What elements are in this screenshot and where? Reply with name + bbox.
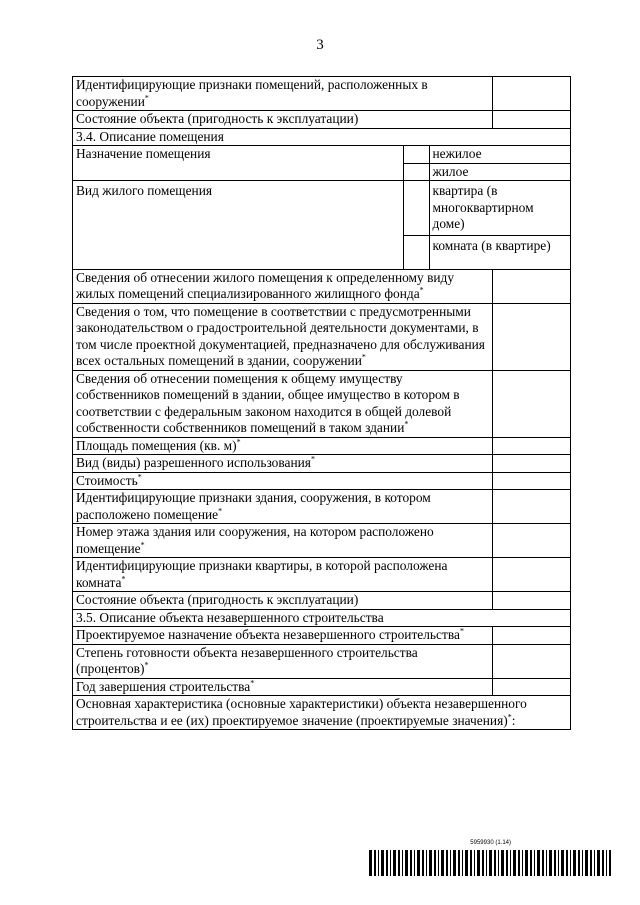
section-3-5-title: 3.5. Описание объекта незавершенного строительства bbox=[73, 609, 571, 627]
value-cell[interactable] bbox=[493, 524, 571, 558]
row-label: Площадь помещения (кв. м)* bbox=[73, 437, 493, 455]
option-nonresidential: нежилое bbox=[429, 146, 571, 163]
table-row bbox=[73, 524, 571, 558]
table-row bbox=[73, 455, 571, 473]
room-checkbox[interactable] bbox=[403, 235, 429, 269]
value-cell[interactable] bbox=[493, 455, 571, 473]
barcode-icon bbox=[369, 850, 611, 876]
option-apartment: квартира (в многоквартирном доме) bbox=[429, 181, 571, 235]
page-number: 3 bbox=[316, 37, 324, 53]
row-label: Номер этажа здания или сооружения, на котором расположено помещение* bbox=[73, 524, 493, 558]
barcode-label: 5959930 (1.14) bbox=[470, 840, 511, 846]
value-cell[interactable] bbox=[493, 269, 571, 303]
row-label: Идентифицирующие признаки помещений, расположенных в сооружении* bbox=[73, 77, 493, 111]
section-header-row bbox=[73, 609, 571, 627]
value-cell[interactable] bbox=[493, 490, 571, 524]
row-label: Состояние объекта (пригодность к эксплуатации) bbox=[73, 111, 493, 129]
residential-type-label: Вид жилого помещения bbox=[73, 181, 403, 269]
value-cell[interactable] bbox=[493, 627, 571, 645]
table-row bbox=[73, 77, 571, 111]
table-row bbox=[73, 627, 571, 645]
table-row bbox=[73, 472, 571, 490]
value-cell[interactable] bbox=[493, 558, 571, 592]
value-cell[interactable] bbox=[493, 77, 571, 111]
residential-type-subtable bbox=[73, 181, 571, 269]
residential-type-row bbox=[73, 181, 571, 270]
table-row bbox=[73, 303, 571, 370]
section-header-row bbox=[73, 128, 571, 146]
row-label: Идентифицирующие признаки квартиры, в которой расположена комната* bbox=[73, 558, 493, 592]
value-cell[interactable] bbox=[493, 678, 571, 696]
row-label: Год завершения строительства* bbox=[73, 678, 493, 696]
option-room: комната (в квартире) bbox=[432, 237, 551, 253]
row-label: Вид (виды) разрешенного использования* bbox=[73, 455, 493, 473]
table-row bbox=[73, 592, 571, 610]
row-label: Степень готовности объекта незавершенного строительства (процентов)* bbox=[73, 644, 493, 678]
row-label: Стоимость* bbox=[73, 472, 493, 490]
purpose-subtable bbox=[73, 146, 571, 180]
apartment-checkbox[interactable] bbox=[403, 181, 429, 235]
purpose-nonresidential-checkbox[interactable] bbox=[403, 146, 429, 163]
table-row bbox=[73, 490, 571, 524]
table-row bbox=[73, 558, 571, 592]
barcode-block bbox=[369, 840, 611, 876]
table-row bbox=[73, 678, 571, 696]
row-label: Состояние объекта (пригодность к эксплуатации) bbox=[73, 592, 493, 610]
value-cell[interactable] bbox=[493, 370, 571, 437]
section-3-4-title: 3.4. Описание помещения bbox=[73, 128, 571, 146]
property-description-form bbox=[72, 76, 571, 730]
row-label: Основная характеристика (основные характеристики) объекта незавершенного строительства и ее (их) проектируемое значение (проектируемые значения)*: bbox=[73, 696, 571, 730]
purpose-row bbox=[73, 146, 571, 181]
table-row bbox=[73, 644, 571, 678]
table-row bbox=[73, 111, 571, 129]
purpose-residential-checkbox[interactable] bbox=[403, 163, 429, 180]
option-residential: жилое bbox=[432, 163, 469, 179]
row-label: Сведения об отнесении помещения к общему имуществу собственников помещений в здании, общее имущество в котором в соответствии с федеральным законом находится в общей долевой собственности собственников помещений в таком здании* bbox=[73, 370, 493, 437]
row-label: Идентифицирующие признаки здания, сооружения, в котором расположено помещение* bbox=[73, 490, 493, 524]
value-cell[interactable] bbox=[493, 437, 571, 455]
table-row bbox=[73, 437, 571, 455]
table-row bbox=[73, 370, 571, 437]
table-row bbox=[73, 696, 571, 730]
row-label: Сведения об отнесении жилого помещения к определенному виду жилых помещений специализированного жилищного фонда* bbox=[73, 269, 493, 303]
value-cell[interactable] bbox=[493, 303, 571, 370]
value-cell[interactable] bbox=[493, 592, 571, 610]
table-row bbox=[73, 269, 571, 303]
purpose-label: Назначение помещения bbox=[73, 146, 403, 180]
row-label: Сведения о том, что помещение в соответствии с предусмотренными законодательством о градостроительной деятельности документами, в том числе проектной документацией, предназначено для обслуживания всех остальных помещений в здании, сооружении* bbox=[73, 303, 493, 370]
row-label: Проектируемое назначение объекта незавершенного строительства* bbox=[73, 627, 493, 645]
value-cell[interactable] bbox=[493, 472, 571, 490]
value-cell[interactable] bbox=[493, 111, 571, 129]
value-cell[interactable] bbox=[493, 644, 571, 678]
